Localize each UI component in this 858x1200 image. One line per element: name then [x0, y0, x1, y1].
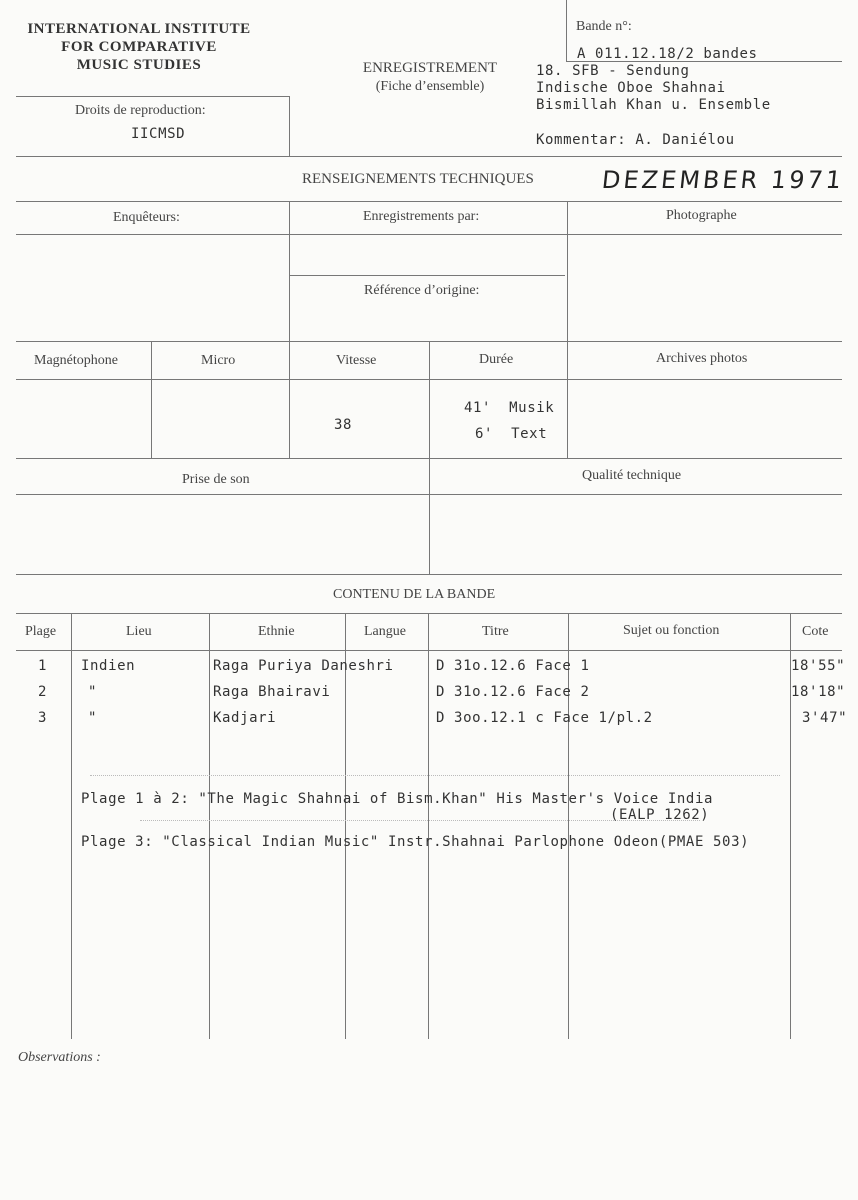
row-plage: 2 — [38, 684, 48, 700]
tech-title: RENSEIGNEMENTS TECHNIQUES — [302, 171, 534, 187]
label-duree: Durée — [479, 352, 514, 367]
institute-name — [14, 20, 264, 74]
label-qualite: Qualité technique — [582, 468, 682, 483]
row-plage: 3 — [38, 710, 48, 726]
label-magnetophone: Magnétophone — [34, 353, 118, 368]
col-ethnie: Ethnie — [258, 624, 295, 639]
institute-line-2: FOR COMPARATIVE — [61, 39, 217, 55]
row-cote: 18'55" — [791, 658, 846, 674]
row-titre: D 31o.12.6 Face 2 — [436, 684, 590, 700]
row-ethnie: Raga Bhairavi — [213, 684, 331, 700]
row-plage: 1 — [38, 658, 48, 674]
row-titre: D 31o.12.6 Face 1 — [436, 658, 590, 674]
col-plage: Plage — [25, 624, 57, 639]
col-lieu: Lieu — [126, 624, 152, 639]
vitesse-value: 38 — [334, 417, 353, 433]
col-titre: Titre — [482, 624, 509, 639]
row-cote: 3'47" — [802, 710, 848, 726]
row-titre: D 3oo.12.1 c Face 1/pl.2 — [436, 710, 653, 726]
row-ethnie: Raga Puriya Daneshri — [213, 658, 394, 674]
note-line-3: Plage 3: "Classical Indian Music" Instr.Shahnai Parlophone Odeon(PMAE 503) — [81, 834, 750, 850]
tape-line-2: Indische Oboe Shahnai — [536, 80, 726, 96]
label-enregistrements: Enregistrements par: — [363, 209, 480, 224]
col-langue: Langue — [364, 624, 406, 639]
label-prise: Prise de son — [182, 472, 250, 487]
rights-label: Droits de reproduction: — [75, 103, 206, 118]
observations-label: Observations : — [18, 1050, 101, 1065]
institute-line-3: MUSIC STUDIES — [76, 57, 202, 73]
note-line-1: Plage 1 à 2: "The Magic Shahnai of Bism.Khan" His Master's Voice India — [81, 791, 714, 807]
label-micro: Micro — [201, 353, 236, 368]
row-ethnie: Kadjari — [213, 710, 277, 726]
label-archives: Archives photos — [656, 351, 748, 366]
label-reference: Référence d’origine: — [364, 283, 480, 298]
row-lieu: " — [88, 710, 98, 726]
tape-line-3: Bismillah Khan u. Ensemble — [536, 97, 771, 113]
content-title: CONTENU DE LA BANDE — [333, 587, 496, 602]
row-lieu: " — [88, 684, 98, 700]
record-subtitle: (Fiche d’ensemble) — [375, 79, 485, 94]
duree-text: 6' Text — [475, 426, 548, 442]
handwritten-date: DEZEMBER 1971 — [600, 166, 846, 194]
tape-comment: Kommentar: A. Daniélou — [536, 132, 735, 148]
record-title: ENREGISTREMENT — [362, 60, 498, 76]
col-sujet: Sujet ou fonction — [623, 623, 720, 638]
tape-number: A 011.12.18/2 bandes — [577, 46, 758, 62]
tape-line-1: 18. SFB - Sendung — [536, 63, 690, 79]
row-cote: 18'18" — [791, 684, 846, 700]
label-vitesse: Vitesse — [336, 353, 377, 368]
note-line-2: (EALP 1262) — [610, 807, 710, 823]
label-enqueteurs: Enquêteurs: — [113, 210, 180, 225]
label-photographe: Photographe — [666, 208, 737, 223]
col-cote: Cote — [802, 624, 829, 639]
duree-musik: 41' Musik — [464, 400, 555, 416]
rights-value: IICMSD — [131, 126, 186, 142]
row-lieu: Indien — [81, 658, 136, 674]
institute-line-1: INTERNATIONAL INSTITUTE — [27, 21, 251, 37]
tape-number-label: Bande n°: — [576, 19, 632, 34]
